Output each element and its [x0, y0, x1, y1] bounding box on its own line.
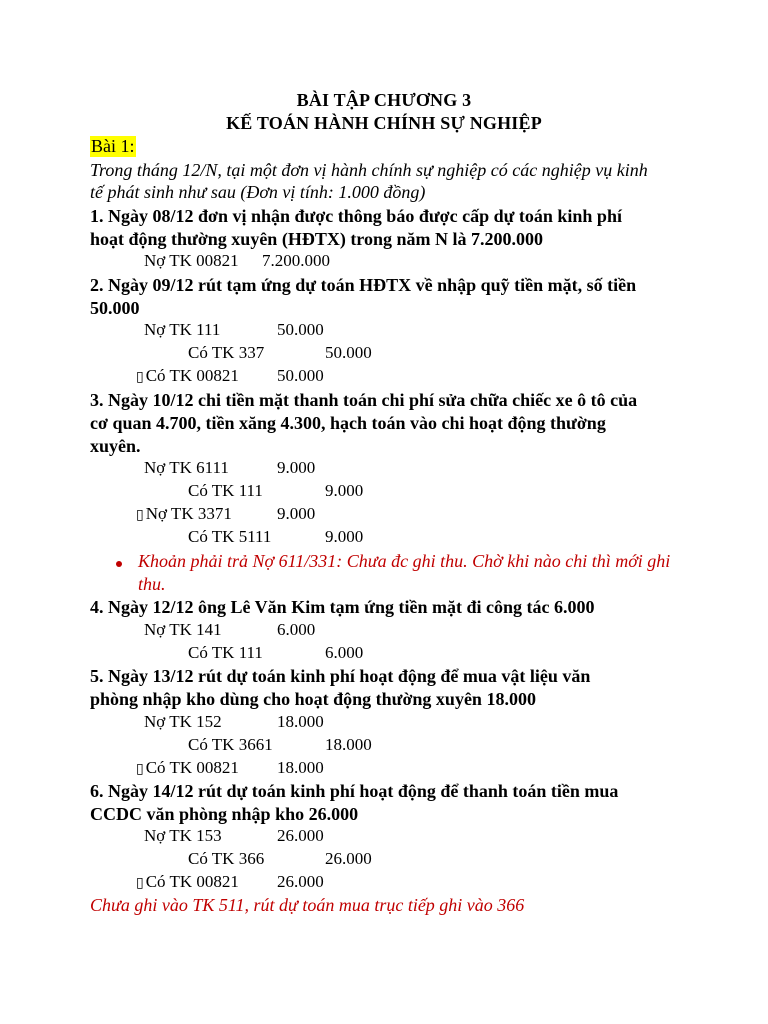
q2-entry-2-account: Có TK 337 [188, 343, 265, 362]
replacement-box-icon: ▯ [136, 761, 144, 777]
q6-entry-2-account: Có TK 366 [188, 849, 265, 868]
q6-entry-3 [136, 872, 239, 892]
q2-entry-3 [136, 366, 239, 386]
q6-entry-1-amount: 26.000 [277, 826, 324, 845]
q2-entry-2-amount: 50.000 [325, 343, 372, 362]
replacement-box-icon: ▯ [136, 369, 144, 385]
q4-entry-2-account: Có TK 111 [188, 643, 263, 662]
q6-entry-1-account: Nợ TK 153 [144, 826, 222, 845]
q3-entry-3-account: Nợ TK 3371 [145, 504, 232, 523]
exercise-label: Bài 1: [91, 136, 135, 156]
q5-entry-1-amount: 18.000 [277, 712, 324, 731]
q5-line-1: 5. Ngày 13/12 rút dự toán kinh phí hoạt động để mua vật liệu văn [90, 666, 591, 686]
q2-entry-1-account: Nợ TK 111 [144, 320, 221, 339]
q3-entry-4-account: Có TK 5111 [188, 527, 272, 546]
title-line-1: BÀI TẬP CHƯƠNG 3 [296, 90, 472, 110]
q6-entry-3-account: Có TK 00821 [145, 872, 239, 891]
q5-entry-3-account: Có TK 00821 [145, 758, 239, 777]
intro-line-2: tế phát sinh như sau (Đơn vị tính: 1.000 đồng) [90, 182, 426, 202]
q3-entry-1-amount: 9.000 [277, 458, 316, 477]
q6-line-2: CCDC văn phòng nhập kho 26.000 [90, 804, 359, 824]
q4-entry-2-amount: 6.000 [325, 643, 364, 662]
q3-entry-3 [136, 504, 232, 524]
q5-entry-1-account: Nợ TK 152 [144, 712, 222, 731]
q3-entry-1-account: Nợ TK 6111 [144, 458, 229, 477]
q5-entry-3-amount: 18.000 [277, 758, 324, 777]
q1-entry-1-amount: 7.200.000 [262, 251, 330, 270]
q3-note-line-2: thu. [138, 574, 166, 594]
q6-entry-3-amount: 26.000 [277, 872, 324, 891]
q3-line-1: 3. Ngày 10/12 chi tiền mặt thanh toán chi phí sửa chữa chiếc xe ô tô của [90, 390, 638, 410]
q3-entry-2-account: Có TK 111 [188, 481, 263, 500]
q6-line-1: 6. Ngày 14/12 rút dự toán kinh phí hoạt động để thanh toán tiền mua [90, 781, 619, 801]
q4-entry-1-amount: 6.000 [277, 620, 316, 639]
q6-note: Chưa ghi vào TK 511, rút dự toán mua trục tiếp ghi vào 366 [90, 895, 525, 915]
q1-line-2: hoạt động thường xuyên (HĐTX) trong năm N là 7.200.000 [90, 229, 543, 249]
q3-line-3: xuyên. [90, 436, 141, 456]
q5-line-2: phòng nhập kho dùng cho hoạt động thường xuyên 18.000 [90, 689, 536, 709]
q5-entry-2-amount: 18.000 [325, 735, 372, 754]
q3-note-line-1: Khoản phải trả Nợ 611/331: Chưa đc ghi thu. Chờ khi nào chi thì mới ghi [138, 551, 671, 571]
q2-entry-3-amount: 50.000 [277, 366, 324, 385]
q2-entry-1-amount: 50.000 [277, 320, 324, 339]
q3-entry-2-amount: 9.000 [325, 481, 364, 500]
q2-line-2: 50.000 [90, 298, 140, 318]
q2-entry-3-account: Có TK 00821 [145, 366, 239, 385]
q5-entry-2-account: Có TK 3661 [188, 735, 273, 754]
q3-line-2: cơ quan 4.700, tiền xăng 4.300, hạch toán vào chi hoạt động thường [90, 413, 606, 433]
intro-line-1: Trong tháng 12/N, tại một đơn vị hành chính sự nghiệp có các nghiệp vụ kinh [90, 160, 648, 180]
q4-line-1: 4. Ngày 12/12 ông Lê Văn Kim tạm ứng tiền mặt đi công tác 6.000 [90, 597, 595, 617]
replacement-box-icon: ▯ [136, 875, 144, 891]
q6-entry-2-amount: 26.000 [325, 849, 372, 868]
q2-line-1: 2. Ngày 09/12 rút tạm ứng dự toán HĐTX về nhập quỹ tiền mặt, số tiền [90, 275, 637, 295]
q1-entry-1-account: Nợ TK 00821 [144, 251, 239, 270]
q5-entry-3 [136, 758, 239, 778]
bullet-icon [116, 561, 122, 567]
q3-entry-4-amount: 9.000 [325, 527, 364, 546]
replacement-box-icon: ▯ [136, 507, 144, 523]
q3-entry-3-amount: 9.000 [277, 504, 316, 523]
title-line-2: KẾ TOÁN HÀNH CHÍNH SỰ NGHIỆP [226, 113, 542, 133]
q1-line-1: 1. Ngày 08/12 đơn vị nhận được thông báo được cấp dự toán kinh phí [90, 206, 622, 226]
q4-entry-1-account: Nợ TK 141 [144, 620, 222, 639]
